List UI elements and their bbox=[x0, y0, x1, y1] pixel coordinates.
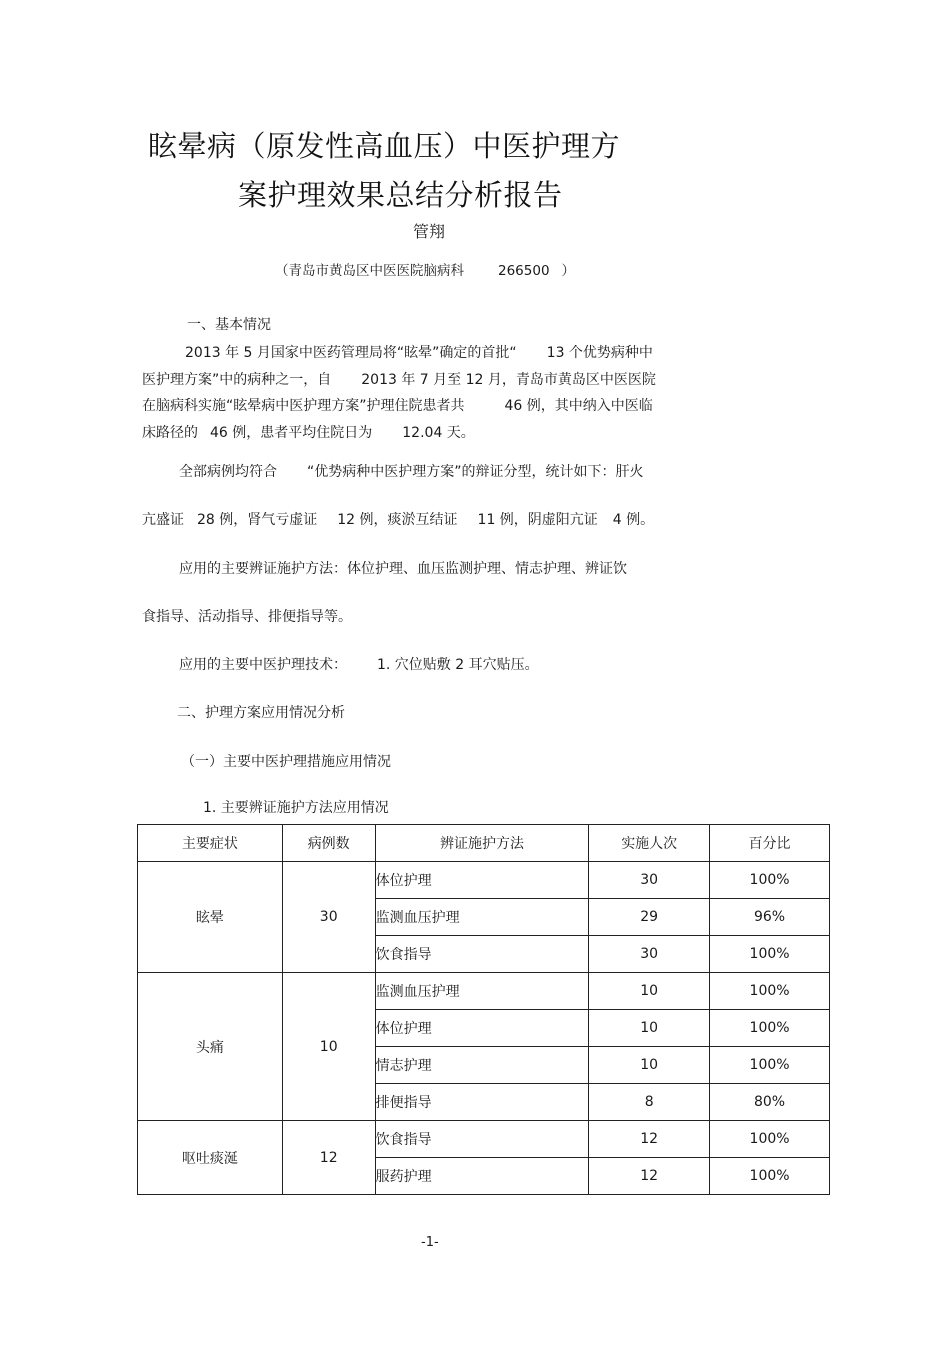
p1-text: 2013 年 5 月国家中医药管理局将“眩晕”确定的首批“ bbox=[185, 345, 517, 361]
table-row bbox=[138, 973, 830, 1010]
cases-cell: 30 bbox=[282, 862, 375, 973]
p2-text: 4 例。 bbox=[612, 512, 655, 528]
p1-text: 在脑病科实施“眩晕病中医护理方案”护理住院患者共 bbox=[142, 398, 465, 414]
p1-text: 医护理方案”中的病种之一，自 bbox=[142, 371, 332, 388]
affiliation-postcode: 266500 bbox=[498, 263, 550, 279]
column-header: 百分比 bbox=[710, 825, 830, 862]
percent-cell: 100% bbox=[710, 1010, 830, 1047]
p4-text: 1. 穴位贴敷 2 耳穴贴压。 bbox=[377, 657, 539, 673]
percent-cell: 80% bbox=[710, 1084, 830, 1121]
paragraph-methods-line-1: 应用的主要辨证施护方法：体位护理、血压监测护理、情志护理、辨证饮 bbox=[179, 561, 627, 577]
affiliation-unit: （青岛市黄岛区中医医院脑病科 bbox=[275, 263, 464, 279]
symptom-cell: 呕吐痰涎 bbox=[138, 1121, 283, 1195]
column-header: 主要症状 bbox=[138, 825, 283, 862]
symptom-cell: 头痛 bbox=[138, 973, 283, 1121]
p1-text: 46 例，患者平均住院日为 bbox=[210, 424, 373, 441]
paragraph-methods-line-2: 食指导、活动指导、排便指导等。 bbox=[142, 609, 352, 625]
method-cell: 服药护理 bbox=[375, 1158, 589, 1195]
count-cell: 10 bbox=[589, 973, 710, 1010]
p1-text: 13 个优势病种中 bbox=[546, 345, 653, 361]
paragraph-syndrome-line-2 bbox=[142, 509, 654, 529]
title-line-2: 案护理效果总结分析报告 bbox=[238, 178, 563, 212]
p2-text: 亢盛证 bbox=[142, 512, 184, 528]
method-cell: 体位护理 bbox=[375, 1010, 589, 1047]
p2-text: “优势病种中医护理方案”的辩证分型，统计如下：肝火 bbox=[307, 464, 644, 480]
paragraph-syndrome-line-1 bbox=[179, 461, 644, 481]
count-cell: 12 bbox=[589, 1121, 710, 1158]
p2-text: 全部病例均符合 bbox=[179, 464, 277, 480]
count-cell: 10 bbox=[589, 1047, 710, 1084]
page-number: -1- bbox=[421, 1235, 439, 1250]
method-cell: 监测血压护理 bbox=[375, 899, 589, 936]
method-cell: 体位护理 bbox=[375, 862, 589, 899]
subsubsection-heading: 1. 主要辨证施护方法应用情况 bbox=[203, 800, 389, 816]
p1-text: 床路径的 bbox=[142, 424, 198, 441]
affiliation bbox=[275, 259, 575, 279]
p4-text: 应用的主要中医护理技术： bbox=[179, 657, 347, 673]
count-cell: 30 bbox=[589, 936, 710, 973]
p2-text: 11 例，阴虚阳亢证 bbox=[477, 512, 598, 528]
column-header: 实施人次 bbox=[589, 825, 710, 862]
title-line-1: 眩晕病（原发性高血压）中医护理方 bbox=[148, 129, 621, 163]
percent-cell: 100% bbox=[710, 936, 830, 973]
section-1-heading: 一、基本情况 bbox=[187, 317, 271, 333]
table-row bbox=[138, 862, 830, 899]
count-cell: 8 bbox=[589, 1084, 710, 1121]
percent-cell: 100% bbox=[710, 973, 830, 1010]
count-cell: 29 bbox=[589, 899, 710, 936]
nursing-methods-table bbox=[137, 824, 830, 1195]
percent-cell: 100% bbox=[710, 1047, 830, 1084]
affiliation-close: ） bbox=[561, 263, 576, 279]
section-2-heading: 二、护理方案应用情况分析 bbox=[177, 705, 345, 721]
author: 管翔 bbox=[413, 222, 446, 241]
method-cell: 排便指导 bbox=[375, 1084, 589, 1121]
percent-cell: 96% bbox=[710, 899, 830, 936]
subsection-heading: （一）主要中医护理措施应用情况 bbox=[181, 754, 391, 770]
column-header: 辨证施护方法 bbox=[375, 825, 589, 862]
table-row bbox=[138, 1121, 830, 1158]
paragraph-techniques bbox=[179, 654, 539, 674]
table-header-row bbox=[138, 825, 830, 862]
column-header: 病例数 bbox=[282, 825, 375, 862]
count-cell: 30 bbox=[589, 862, 710, 899]
p1-text: 12.04 天。 bbox=[402, 424, 475, 441]
cases-cell: 12 bbox=[282, 1121, 375, 1195]
p2-text: 12 例，痰淤互结证 bbox=[337, 512, 458, 528]
cases-cell: 10 bbox=[282, 973, 375, 1121]
count-cell: 12 bbox=[589, 1158, 710, 1195]
symptom-cell: 眩晕 bbox=[138, 862, 283, 973]
count-cell: 10 bbox=[589, 1010, 710, 1047]
paragraph-basic-info bbox=[142, 340, 722, 446]
method-cell: 饮食指导 bbox=[375, 936, 589, 973]
method-cell: 情志护理 bbox=[375, 1047, 589, 1084]
p1-text: 2013 年 7 月至 12 月，青岛市黄岛区中医医院 bbox=[361, 371, 656, 388]
p1-text: 46 例，其中纳入中医临 bbox=[504, 398, 653, 414]
percent-cell: 100% bbox=[710, 1121, 830, 1158]
percent-cell: 100% bbox=[710, 1158, 830, 1195]
method-cell: 监测血压护理 bbox=[375, 973, 589, 1010]
method-cell: 饮食指导 bbox=[375, 1121, 589, 1158]
percent-cell: 100% bbox=[710, 862, 830, 899]
p2-text: 28 例，肾气亏虚证 bbox=[197, 512, 318, 528]
